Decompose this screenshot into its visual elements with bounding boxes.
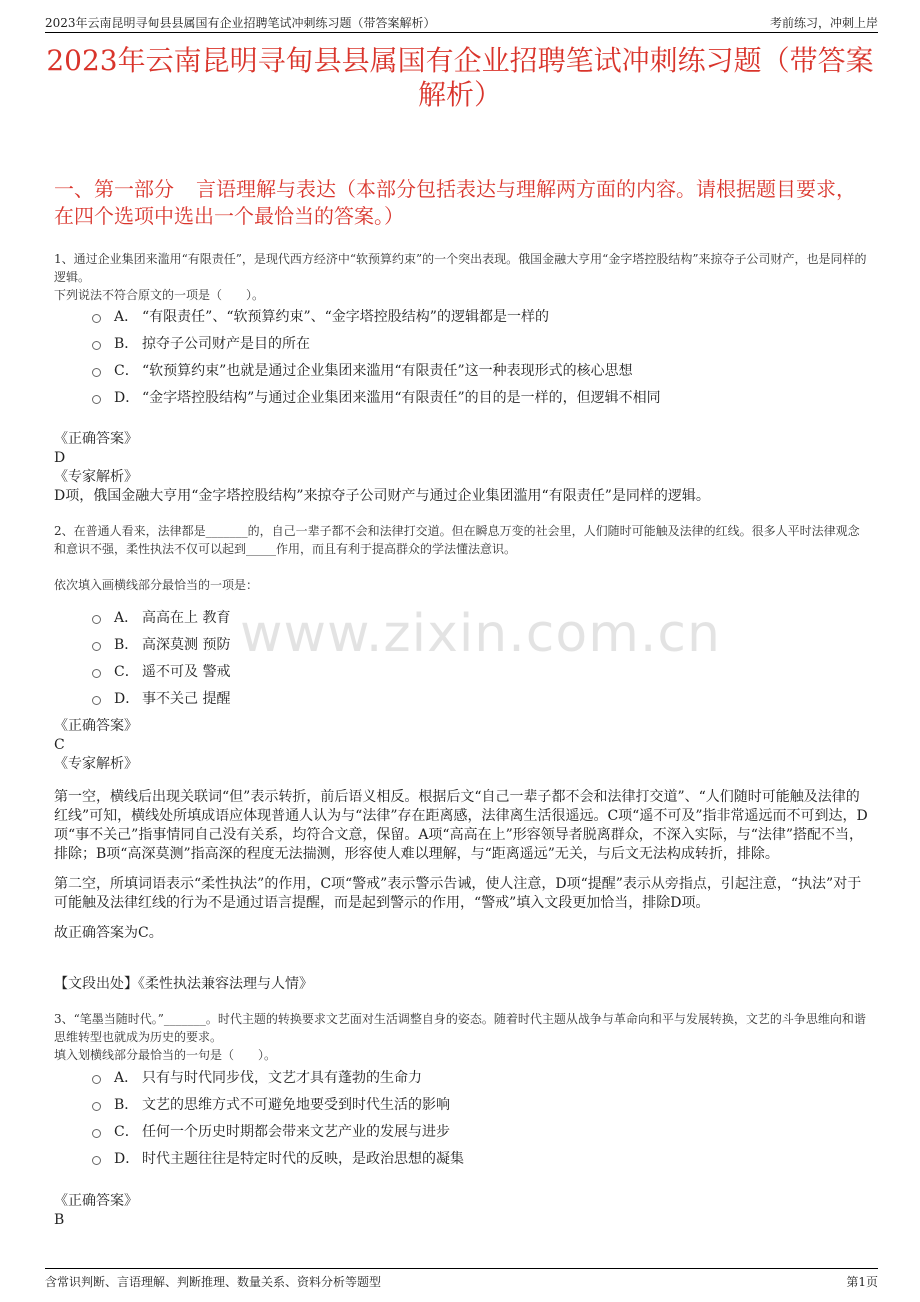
question-2-answer (54, 717, 870, 774)
question-1-options (92, 307, 870, 415)
option-d[interactable] (92, 689, 870, 716)
question-stem-text: 2、在普通人看来，法律都是_______的，自己一辈子都不会和法律打交道。但在瞬息万变的社会里，人们随时可能触及法律的红线。很多人平时法律观念和意识不强，柔性执法不仅可以起到_____作用，而且有利于提高群众的学法懂法意识。 (54, 524, 860, 556)
option-letter: A． (114, 1070, 139, 1086)
option-text: 任何一个历史时期都会带来文艺产业的发展与进步 (142, 1124, 450, 1140)
option-text: 高深莫测 预防 (142, 637, 231, 653)
analysis-paragraph: 第二空，所填词语表示“柔性执法”的作用，C项“警戒”表示警示告诫，使人注意，D项“提醒”表示从旁指点，引起注意，“执法”对于可能触及法律红线的行为不是通过语言提醒，而是起到警示的作用，“警戒”填入文段更加恰当，排除D项。 (54, 876, 862, 911)
question-2-analysis (54, 788, 870, 954)
question-stem-text: 3、“笔墨当随时代。”_______。时代主题的转换要求文艺面对生活调整自身的姿态。随着时代主题从战争与革命向和平与发展转换，文艺的斗争思维向和谐思维转型也就成为历史的要求。 (54, 1012, 866, 1044)
option-text: 文艺的思维方式不可避免地要受到时代生活的影响 (142, 1097, 450, 1113)
footer-description: 含常识判断、言语理解、判断推理、数量关系、资料分析等题型 (45, 1275, 382, 1289)
radio-button-icon[interactable] (92, 1075, 101, 1084)
option-text: “金字塔控股结构”与通过企业集团来滥用“有限责任”的目的是一样的，但逻辑不相同 (142, 390, 661, 406)
question-prompt: 下列说法不符合原文的一项是（ ）。 (54, 288, 265, 302)
option-letter: D． (114, 1151, 140, 1167)
radio-button-icon[interactable] (92, 669, 101, 678)
answer-label: 《正确答案》 (54, 718, 138, 734)
answer-value: C (54, 737, 65, 753)
option-d[interactable] (92, 1149, 870, 1176)
question-3-answer (54, 1192, 870, 1230)
question-3-options (92, 1068, 870, 1176)
page-number: 第1页 (846, 1275, 878, 1289)
section-heading (54, 176, 870, 230)
section-part: 一、第一部分 (54, 177, 174, 201)
question-stem-text: 1、通过企业集团来滥用“有限责任”，是现代西方经济中“软预算约束”的一个突出表现。俄国金融大亨用“金字塔控股结构”来掠夺子公司财产，也是同样的逻辑。 (54, 252, 867, 284)
option-letter: B． (114, 1097, 139, 1113)
option-d[interactable] (92, 388, 870, 415)
watermark: www.zixin.com.cn (240, 604, 721, 664)
option-letter: A． (114, 610, 139, 626)
document-title: 2023年云南昆明寻甸县县属国有企业招聘笔试冲刺练习题（带答案解析） (46, 44, 874, 111)
question-2-options (92, 608, 870, 716)
option-c[interactable] (92, 1122, 870, 1149)
option-letter: D． (114, 691, 140, 707)
radio-button-icon[interactable] (92, 368, 101, 377)
option-text: 只有与时代同步伐，文艺才具有蓬勃的生命力 (142, 1070, 422, 1086)
radio-button-icon[interactable] (92, 314, 101, 323)
option-text: 时代主题往往是特定时代的反映，是政治思想的凝集 (142, 1151, 464, 1167)
option-b[interactable] (92, 635, 870, 662)
option-letter: A． (114, 309, 139, 325)
option-b[interactable] (92, 334, 870, 361)
section-text: 言语理解与表达（本部分包括表达与理解两方面的内容。请根据题目要求，在四个选项中选出一个最恰当的答案。） (54, 177, 856, 228)
question-1-stem (54, 250, 870, 304)
analysis-label: 《专家解析》 (54, 756, 138, 772)
question-prompt: 填入划横线部分最恰当的一句是（ ）。 (54, 1048, 277, 1062)
analysis-paragraph: 第一空，横线后出现关联词“但”表示转折，前后语义相反。根据后文“自己一辈子都不会和法律打交道”、“人们随时可能触及法律的红线”可知，横线处所填成语应体现普通人认为与“法律”存在距离感，法律离生活很遥远。C项“遥不可及”指非常遥远而不可到达，D项“事不关己”指事情同自己没有关系，均符合文意，保留。A项“高高在上”形容领导者脱离群众，不深入实际，与“法律”搭配不当，排除；B项“高深莫测”指高深的程度无法揣测，形容使人难以理解，与“距离遥远”无关，与后文无法构成转折，排除。 (54, 789, 868, 862)
header-doc-title: 2023年云南昆明寻甸县县属国有企业招聘笔试冲刺练习题（带答案解析） (45, 16, 436, 30)
option-text: 高高在上 教育 (142, 610, 231, 626)
radio-button-icon[interactable] (92, 642, 101, 651)
option-a[interactable] (92, 608, 870, 635)
radio-button-icon[interactable] (92, 615, 101, 624)
answer-value: D (54, 450, 66, 466)
page-header (45, 12, 878, 33)
option-text: “软预算约束”也就是通过企业集团来滥用“有限责任”这一种表现形式的核心思想 (142, 363, 633, 379)
question-1-answer (54, 430, 870, 506)
radio-button-icon[interactable] (92, 1102, 101, 1111)
question-prompt: 依次填入画横线部分最恰当的一项是： (54, 578, 259, 592)
radio-button-icon[interactable] (92, 341, 101, 350)
option-b[interactable] (92, 1095, 870, 1122)
option-a[interactable] (92, 1068, 870, 1095)
option-letter: B． (114, 336, 139, 352)
option-text: 事不关己 提醒 (142, 691, 231, 707)
radio-button-icon[interactable] (92, 1156, 101, 1165)
option-letter: D． (114, 390, 140, 406)
analysis-label: 《专家解析》 (54, 469, 138, 485)
question-2-stem (54, 522, 870, 594)
answer-value: B (54, 1212, 65, 1228)
option-text: “有限责任”、“软预算约束”、“金字塔控股结构”的逻辑都是一样的 (142, 309, 549, 325)
question-2-source: 【文段出处】《柔性执法兼容法理与人情》 (54, 976, 313, 992)
option-letter: C． (114, 664, 139, 680)
option-c[interactable] (92, 361, 870, 388)
option-letter: C． (114, 1124, 139, 1140)
option-text: 掠夺子公司财产是目的所在 (142, 336, 310, 352)
analysis-text: D项，俄国金融大亨用“金字塔控股结构”来掠夺子公司财产与通过企业集团滥用“有限责任”是同样的逻辑。 (54, 488, 710, 504)
answer-label: 《正确答案》 (54, 1193, 138, 1209)
option-text: 遥不可及 警戒 (142, 664, 231, 680)
option-letter: C． (114, 363, 139, 379)
answer-label: 《正确答案》 (54, 431, 138, 447)
analysis-conclusion: 故正确答案为C。 (54, 925, 163, 941)
radio-button-icon[interactable] (92, 395, 101, 404)
radio-button-icon[interactable] (92, 696, 101, 705)
option-letter: B． (114, 637, 139, 653)
page-footer (45, 1268, 878, 1291)
radio-button-icon[interactable] (92, 1129, 101, 1138)
option-c[interactable] (92, 662, 870, 689)
header-slogan: 考前练习，冲刺上岸 (769, 16, 878, 30)
option-a[interactable] (92, 307, 870, 334)
question-3-stem (54, 1010, 870, 1064)
